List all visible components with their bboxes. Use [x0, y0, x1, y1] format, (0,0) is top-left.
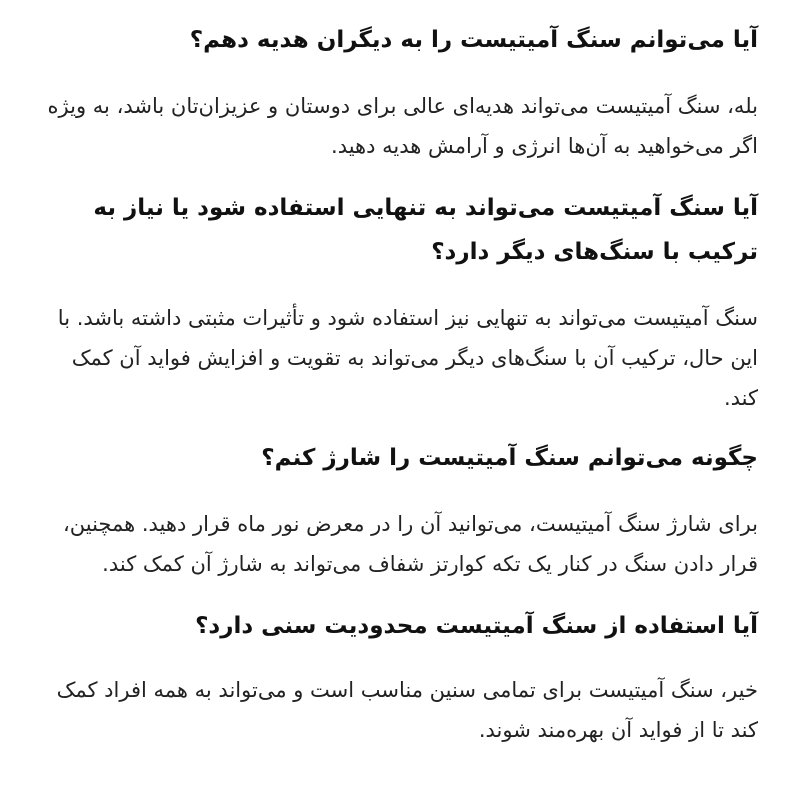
faq-question-1: آیا می‌توانم سنگ آمیتیست را به دیگران هدیه دهم؟ [189, 27, 758, 53]
faq-answer-1: بله، سنگ آمیتیست می‌تواند هدیه‌ای عالی برای دوستان و عزیزان‌تان باشد، به ویژه اگر می‌خواهید به آن‌ها انرژی و آرامش هدیه دهید. [47, 94, 758, 158]
faq-answer-4: خیر، سنگ آمیتیست برای تمامی سنین مناسب است و می‌تواند به همه افراد کمک کند تا از فواید آن بهره‌مند شوند. [56, 678, 758, 742]
faq-question-4: آیا استفاده از سنگ آمیتیست محدودیت سنی دارد؟ [195, 613, 758, 639]
faq-question-2: آیا سنگ آمیتیست می‌تواند به تنهایی استفاده شود یا نیاز به ترکیب با سنگ‌های دیگر دارد؟ [93, 195, 758, 265]
faq-answer-3: برای شارژ سنگ آمیتیست، می‌توانید آن را در معرض نور ماه قرار دهید. همچنین، قرار دادن سنگ در کنار یک تکه کوارتز شفاف می‌تواند به شارژ آن کمک کند. [62, 512, 758, 576]
faq-answer-2: سنگ آمیتیست می‌تواند به تنهایی نیز استفاده شود و تأثیرات مثبتی داشته باشد. با این حال، ترکیب آن با سنگ‌های دیگر می‌تواند به تقویت و افزایش فواید آن کمک کند. [57, 306, 758, 410]
faq-question-3: چگونه می‌توانم سنگ آمیتیست را شارژ کنم؟ [261, 445, 758, 471]
